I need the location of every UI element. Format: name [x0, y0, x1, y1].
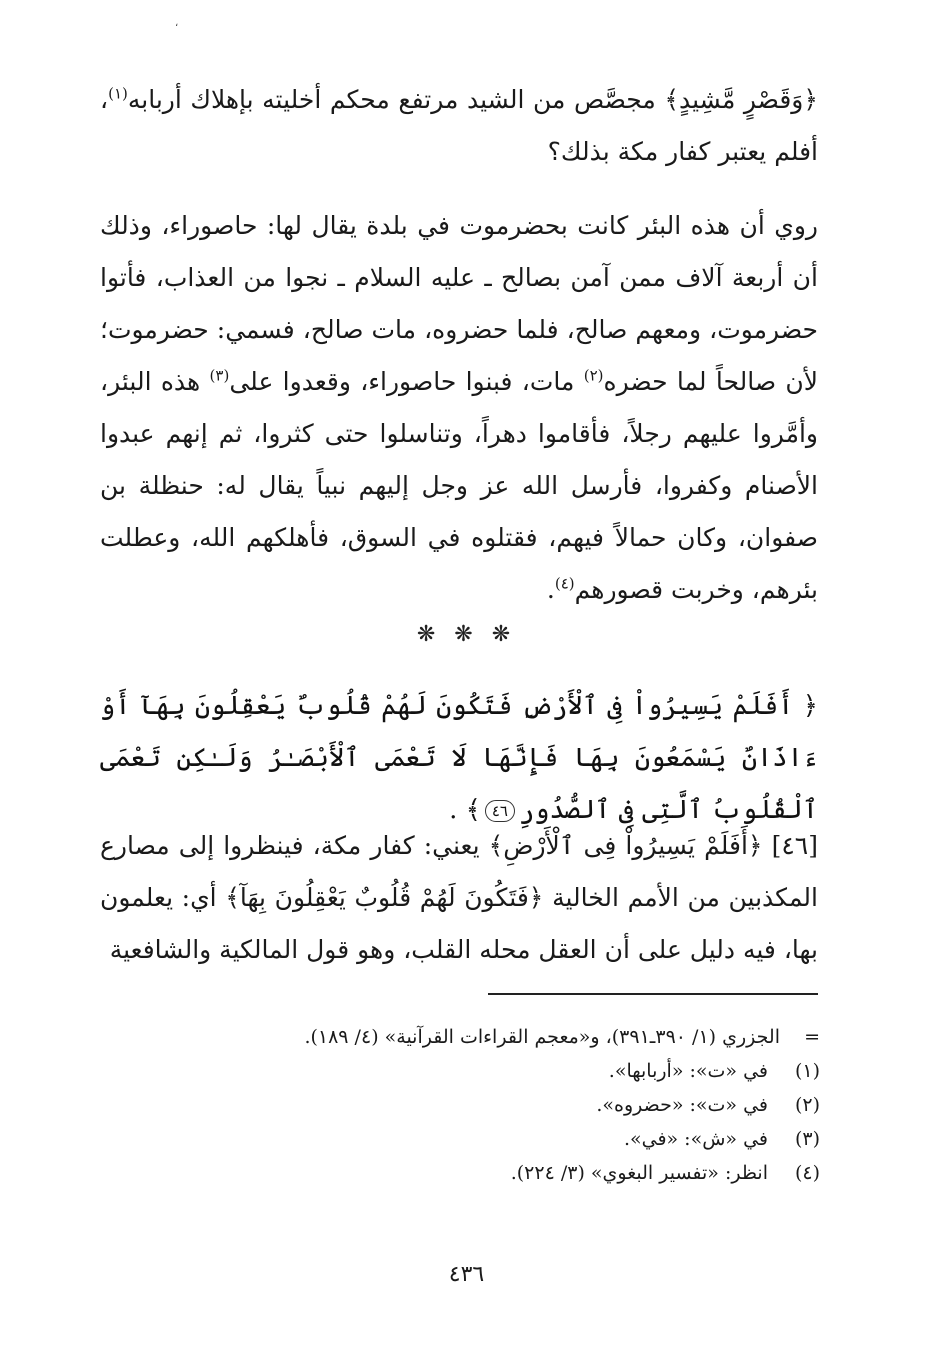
footnote-item [100, 1122, 820, 1156]
footnote-text: انظر: «تفسير البغوي» (٣/ ٢٢٤). [510, 1162, 768, 1184]
footnote-number: (٣) [794, 1128, 820, 1150]
footnote-number: (٢) [794, 1094, 820, 1116]
footnote-number: (٤) [794, 1162, 820, 1184]
paragraph-2-text-a: روي أن هذه البئر كانت بحضرموت في بلدة يقال لها: حاصوراء، وذلك أن أربعة آلاف ممن آمن بصالح ـ عليه السلام ـ نجوا من العذاب، فأتوا حضرموت، ومعهم صالح، فلما حضروه، مات صالح، فسمي: حضرموت؛ لأن صالحاً لما حضره [100, 211, 819, 396]
paragraph-1 [100, 74, 818, 178]
corner-mark: ، [175, 18, 179, 29]
page-number: ٤٣٦ [448, 1262, 485, 1287]
paragraph-3: [٤٦] ﴿أَفَلَمْ يَسِيرُواْ فِى ٱلْأَرْضِ﴾ يعني: كفار مكة، فينظروا إلى مصارع المكذبين من الأمم الخالية ﴿فَتَكُونَ لَهُمْ قُلُوبٌ يَعْقِلُونَ بِهَآ﴾ أي: يعلمون بها، فيه دليل على أن العقل محله القلب، وهو قول المالكية والشافعية [100, 831, 818, 964]
footnote-divider [488, 993, 818, 995]
footnote-ref-2[interactable]: (٢) [583, 366, 604, 385]
verse-text: ﴿ أَفَلَمْ يَسِيرُواْ فِى ٱلْأَرْضِ فَتَكُونَ لَهُمْ قُلُوبٌ يَعْقِلُونَ بِهَآ أَوْ ءَاذَانٌ يَسْمَعُونَ بِهَا فَإِنَّهَا لَا تَعْمَى ٱلْأَبْصَـٰرُ وَلَـٰكِن تَعْمَى ٱلْقُلُوبُ ٱلَّتِى فِى ٱلصُّدُورِ [100, 691, 818, 825]
footnote-item [100, 1088, 820, 1122]
footnote-item [100, 1156, 820, 1190]
footnote-text: في «ش»: «في». [623, 1128, 768, 1150]
footnotes [100, 1020, 820, 1190]
continuation-text: الجزري (١/ ٣٩٠ـ٣٩١)، و«معجم القراءات القرآنية» (٤/ ١٨٩). [304, 1026, 780, 1048]
quran-verse [100, 680, 818, 836]
paragraph-2 [100, 200, 818, 616]
footnote-number: (١) [794, 1060, 820, 1082]
footnote-continuation [100, 1020, 820, 1054]
paragraph-1-text: ﴿وَقَصْرٍ مَّشِيدٍ﴾ مجصَّص من الشيد مرتفع محكم أخليته بإهلاك أربابه [127, 85, 818, 114]
section-separator: ❋ ❋ ❋ [416, 622, 517, 647]
footnote-item [100, 1054, 820, 1088]
paragraph-2-text-b: مات، فبنوا حاصوراء، وقعدوا على [229, 367, 584, 396]
footnote-text: في «ت»: «حضروه». [596, 1094, 768, 1116]
paragraph-1-text-end: ، أفلم يعتبر كفار مكة بذلك؟ [100, 85, 818, 166]
footnote-ref-1[interactable]: (١) [108, 84, 128, 103]
verse-close-bracket: ﴾ . [449, 795, 481, 825]
footnote-ref-4[interactable]: (٤) [554, 574, 575, 593]
footnote-text: في «ت»: «أربابها». [608, 1060, 768, 1082]
continuation-marker: = [804, 1026, 820, 1048]
paragraph-2-text-c: هذه البئر، وأمَّروا عليهم رجلاً، فأقاموا دهراً، وتناسلوا حتى كثروا، ثم إنهم عبدوا الأصنام وكفروا، فأرسل الله عز وجل إليهم نبياً يقال له: حنظلة بن صفوان، وكان حمالاً فيهم، فقتلوه في السوق، فأهلكهم الله، وعطلت بئرهم، وخربت قصورهم [100, 367, 818, 604]
verse-number: ٤٦ [485, 800, 515, 822]
footnote-ref-3[interactable]: (٣) [209, 366, 230, 385]
paragraph-2-text-d: . [546, 575, 555, 604]
